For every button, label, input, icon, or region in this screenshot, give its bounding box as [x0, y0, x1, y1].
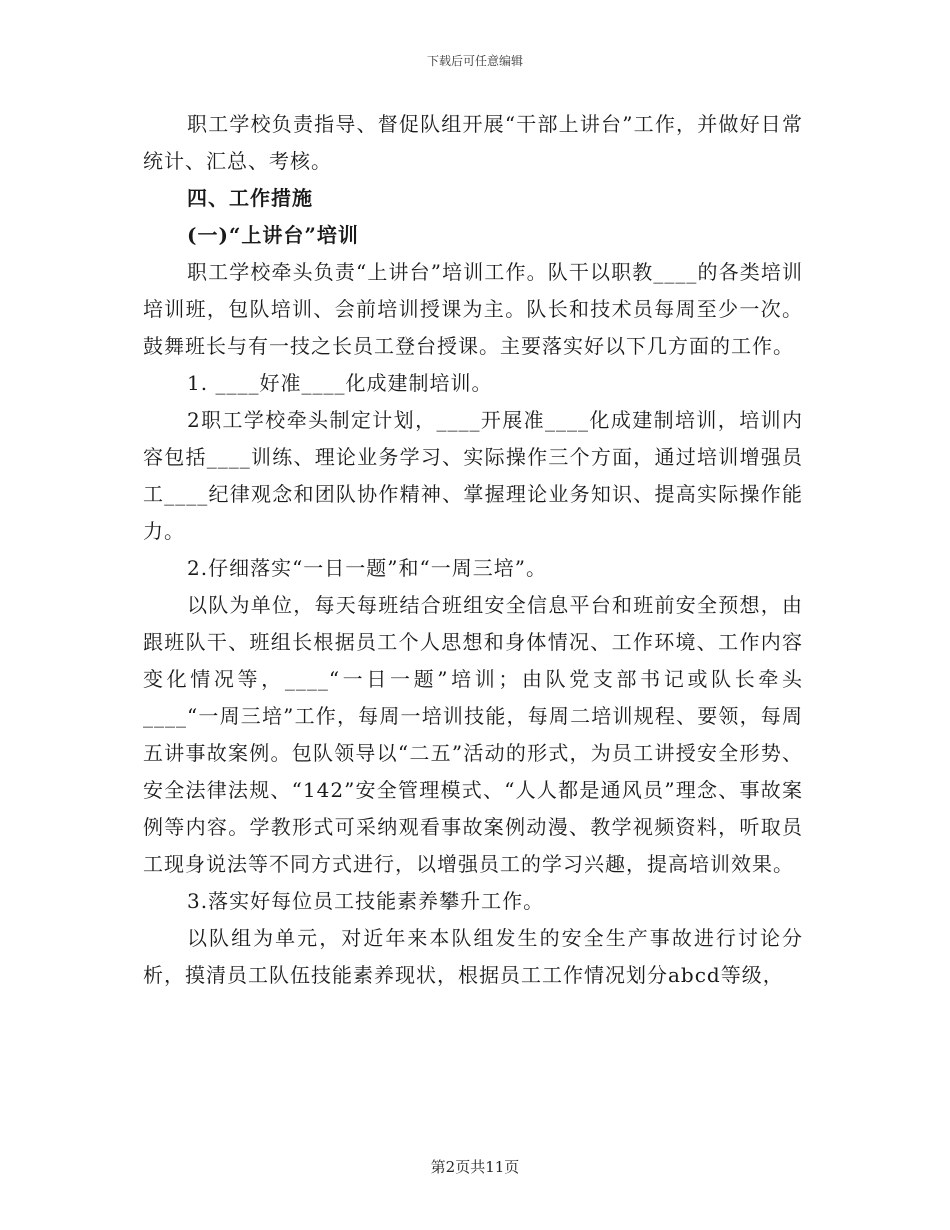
paragraph-skill-analysis: 以队组为单元，对近年来本队组发生的安全生产事故进行讨论分析，摸清员工队伍技能素养现状，根据员工工作情况划分abcd等级，: [143, 926, 803, 987]
paragraph-plan: 2职工学校牵头制定计划，____开展准____化成建制培训，培训内容包括____训练、理论业务学习、实际操作三个方面，通过培训增强员工____纪律观念和团队协作精神、掌握理论业务知识、提高实际操作能力。: [143, 408, 803, 543]
list-item-2: 2.仔细落实“一日一题”和“一周三培”。: [187, 556, 547, 580]
paragraph-supervision: 职工学校负责指导、督促队组开展“干部上讲台”工作，并做好日常统计、汇总、考核。: [143, 112, 803, 173]
page-header: 下载后可任意编辑: [426, 54, 523, 68]
subsection-heading-training: (一)“上讲台”培训: [187, 223, 359, 247]
list-item-1: 1. ____好准____化成建制培训。: [187, 371, 493, 395]
paragraph-training-lead: 职工学校牵头负责“上讲台”培训工作。队干以职教____的各类培训培训班，包队培训、会前培训授课为主。队长和技术员每周至少一次。鼓舞班长与有一技之长员工登台授课。主要落实好以下几方面的工作。: [143, 260, 803, 358]
list-item-3: 3.落实好每位员工技能素养攀升工作。: [187, 889, 545, 913]
section-heading-measures: 四、工作措施: [187, 186, 313, 210]
paragraph-daily-topic: 以队为单位，每天每班结合班组安全信息平台和班前安全预想，由跟班队干、班组长根据员工个人思想和身体情况、工作环境、工作内容变化情况等，____“一日一题”培训；由队党支部书记或队长牵头____“一周三培”工作，每周一培训技能，每周二培训规程、要领，每周五讲事故案例。包队领导以“二五”活动的形式，为员工讲授安全形势、安全法律法规、“142”安全管理模式、“人人都是通风员”理念、事故案例等内容。学教形式可采纳观看事故案例动漫、教学视频资料，听取员工现身说法等不同方式进行，以增强员工的学习兴趣，提高培训效果。: [143, 593, 803, 876]
document-body: [143, 106, 803, 994]
page-number: 第2页共11页: [430, 1158, 520, 1176]
